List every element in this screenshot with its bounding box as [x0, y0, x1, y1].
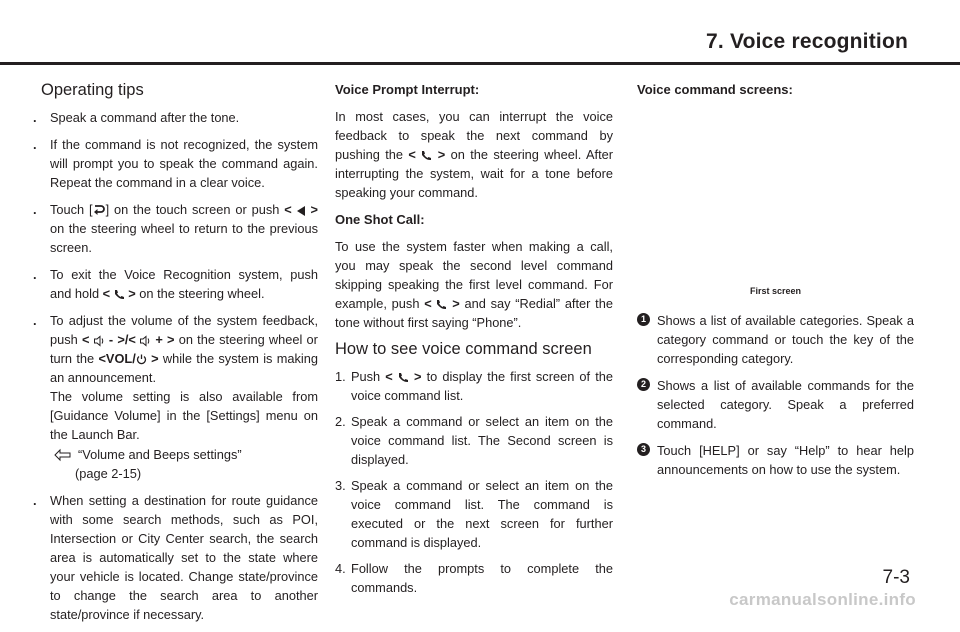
heading-one-shot-call: One Shot Call:	[335, 212, 425, 227]
speaker-icon	[140, 336, 151, 346]
bullet-dot: .	[33, 313, 37, 328]
list-item	[33, 491, 318, 624]
step-number: 4.	[335, 561, 346, 576]
list-item	[637, 311, 914, 368]
key-volume: < - >/< + >	[81, 332, 175, 347]
callout-number: 1	[637, 313, 650, 326]
step-number: 1.	[335, 369, 346, 384]
step-text: Speak a command or select an item on the voice command list. The command is executed or the next screen for further command is displayed.	[351, 478, 613, 550]
heading-operating-tips: Operating tips	[41, 81, 144, 99]
list-item	[335, 412, 613, 469]
tip-text: When setting a destination for route guidance with some search methods, such as POI, Intersection or City Center search, the search area is automatically set to the state where your vehicle is located. Change state/province to change the search area to another state/province if necessary.	[50, 493, 318, 622]
step-number: 2.	[335, 414, 346, 429]
tip-text: If the command is not recognized, the system will prompt you to speak the command again. Repeat the command in a clear voice.	[50, 137, 318, 190]
page-title: 7. Voice recognition	[706, 30, 908, 53]
cross-reference[interactable]	[54, 445, 318, 483]
key-talk: < >	[424, 296, 460, 311]
list-item: . To adjust the volume of the system feedback, push < - >/< + > on the steering wheel or turn the <VOL/ > while the system is making an announcement. The volume setting is also available from [Guidance Volume] in the [Settings] menu on the Launch Bar. “Volume and Beeps settings” (page 2-15)	[33, 313, 319, 481]
figure-caption: First screen	[749, 286, 802, 296]
left-triangle-icon	[297, 206, 306, 216]
callout-number: 3	[637, 443, 650, 456]
page-number: 7-3	[882, 567, 910, 588]
callout-text: Touch [HELP] or say “Help” to hear help announcements on how to use the system.	[657, 443, 914, 477]
tip-text: Speak a command after the tone.	[50, 110, 240, 125]
key-talk: < >	[408, 147, 446, 162]
bullet-dot: .	[33, 267, 37, 282]
step-text: Speak a command or select an item on the voice command list. The Second screen is displayed.	[351, 414, 613, 467]
key-back: < >	[284, 202, 318, 217]
figure-first-screen	[637, 107, 914, 301]
list-item	[335, 476, 613, 552]
bullet-dot: .	[33, 110, 37, 125]
bullet-dot: .	[33, 137, 37, 152]
heading-how-to-see: How to see voice command screen	[335, 340, 592, 358]
watermark: carmanualsonline.info	[729, 590, 916, 609]
list-item: . Touch [ ] on the touch screen or push < > on the steering wheel to return to the previous screen.	[33, 202, 318, 255]
key-vol-knob: <VOL/ >	[98, 351, 159, 366]
steps-list	[335, 367, 613, 597]
reference-pointer-icon	[54, 449, 72, 461]
list-item	[33, 135, 318, 192]
column-voice-commands	[335, 80, 613, 604]
talk-handset-icon	[398, 372, 409, 383]
heading-voice-command-screens: Voice command screens:	[637, 82, 793, 97]
list-item	[33, 108, 318, 127]
list-item: 1. Push < > to display the first screen of the voice command list.	[335, 369, 613, 403]
step-text: Follow the prompts to complete the commands.	[351, 561, 613, 595]
reference-page: (page 2-15)	[75, 466, 142, 481]
list-item	[335, 559, 613, 597]
callout-text: Shows a list of available commands for the selected category. Speak a preferred command.	[657, 378, 914, 431]
paragraph-interrupt: In most cases, you can interrupt the voice feedback to speak the next command by pushing the < > on the steering wheel. After interrupting the system, wait for a tone before speaking your command.	[335, 109, 614, 200]
callout-number: 2	[637, 378, 650, 391]
talk-handset-icon	[421, 150, 432, 161]
reference-title: “Volume and Beeps settings”	[78, 447, 242, 462]
back-arrow-icon	[93, 204, 106, 216]
bullet-dot: .	[33, 493, 37, 508]
talk-handset-icon	[436, 299, 447, 310]
paragraph-one-shot: To use the system faster when making a call, you may speak the second level command skipping speaking the first level command. For example, push < > and say “Redial” after the tone without first saying “Phone”.	[335, 239, 613, 330]
key-talk: < >	[102, 286, 136, 301]
tip-text: Touch [	[50, 202, 93, 217]
step-number: 3.	[335, 478, 346, 493]
callout-list	[637, 311, 914, 479]
talk-handset-icon	[114, 289, 125, 300]
volume-note: The volume setting is also available from [Guidance Volume] in the [Settings] menu on the Launch Bar.	[50, 389, 318, 442]
heading-voice-prompt-interrupt: Voice Prompt Interrupt:	[335, 82, 480, 97]
bullet-dot: .	[33, 202, 37, 217]
speaker-icon	[94, 336, 105, 346]
key-talk: < >	[385, 369, 422, 384]
tips-list	[33, 108, 319, 624]
callout-text: Shows a list of available categories. Speak a category command or touch the key of the corresponding category.	[657, 313, 914, 366]
column-command-screens	[637, 80, 914, 487]
list-item	[637, 441, 914, 479]
column-operating-tips	[33, 80, 319, 632]
list-item: . To exit the Voice Recognition system, push and hold < > on the steering wheel.	[33, 267, 318, 301]
power-icon	[136, 354, 147, 365]
list-item	[637, 376, 914, 433]
header-rule	[0, 62, 960, 65]
